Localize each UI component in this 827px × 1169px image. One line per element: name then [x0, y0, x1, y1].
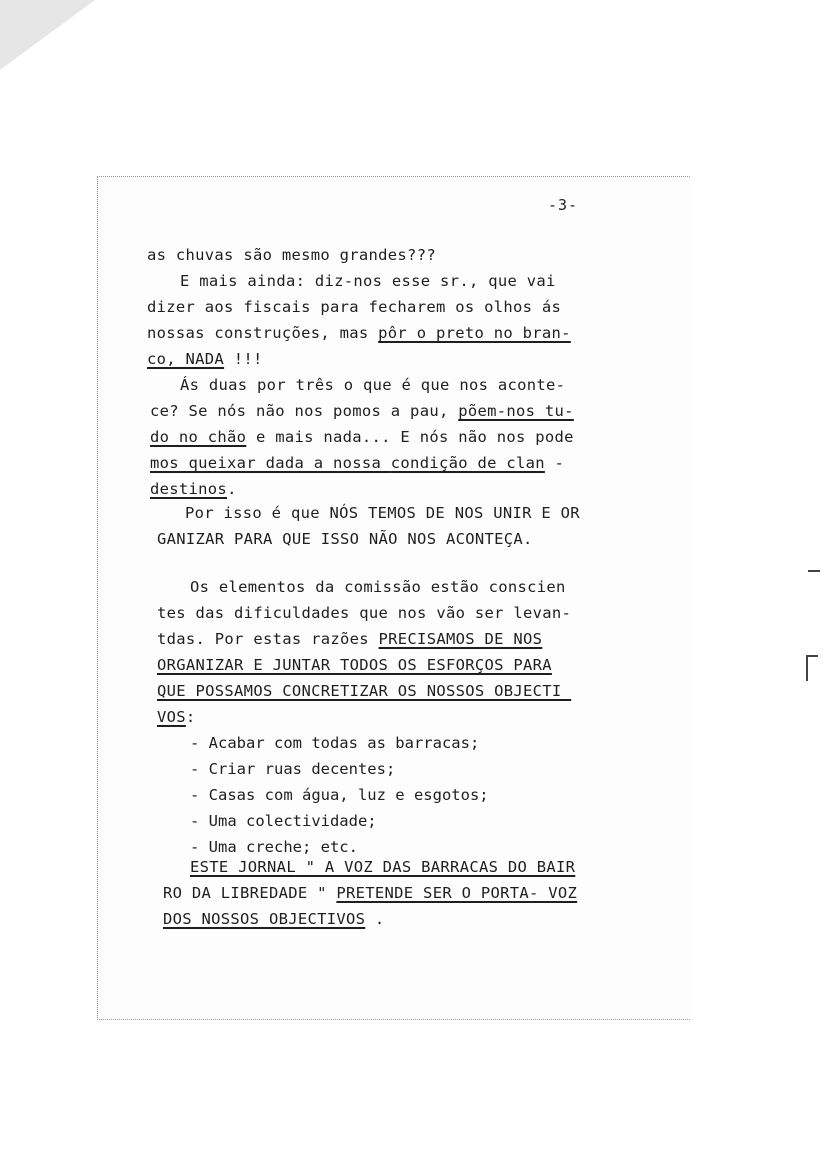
text-line-4 [147, 324, 571, 342]
closing-line-3 [163, 910, 385, 928]
margin-mark [808, 570, 820, 572]
underlined-phrase: do no chão [150, 428, 247, 446]
text-line-9 [150, 454, 564, 472]
underlined-phrase: " A VOZ DAS BARRACAS DO BAIR [295, 858, 576, 876]
underlined-phrase: condição de clan [390, 454, 545, 472]
text-span: ce? Se nós não nos pomos a pau, [150, 402, 459, 420]
text-line-7 [150, 402, 574, 420]
text-line-10 [150, 480, 237, 498]
text-line-8 [150, 428, 574, 446]
margin-mark [806, 655, 808, 681]
objective-item: - Criar ruas decentes; [190, 760, 396, 778]
text-span: . [365, 910, 385, 928]
objective-item: - Uma colectividade; [190, 812, 377, 830]
text-line-3: dizer aos fiscais para fecharem os olhos ás [147, 298, 562, 316]
closing-line-2 [163, 884, 577, 902]
underlined-phrase: DOS NOSSOS OBJECTIVOS [163, 910, 366, 928]
page-number: -3- [548, 196, 579, 214]
underlined-phrase: PRECISAMOS DE NOS [378, 630, 543, 648]
text-line-2: E mais ainda: diz-nos esse sr., que vai [180, 272, 556, 290]
text-line-6: Ás duas por três o que é que nos aconte- [180, 376, 566, 394]
margin-mark [806, 655, 818, 657]
objective-item: - Acabar com todas as barracas; [190, 734, 480, 752]
underlined-phrase: mos queixar dada a nossa [150, 454, 391, 472]
text-span: !!! [224, 350, 263, 368]
closing-line-1 [190, 858, 575, 876]
text-line-14: tes das dificuldades que nos vão ser levan- [157, 604, 572, 622]
text-line-1: as chuvas são mesmo grandes??? [147, 246, 436, 264]
underlined-phrase: PRETENDE SER O PORTA- VOZ [336, 884, 578, 902]
underlined-phrase: VOS [157, 708, 186, 726]
underlined-phrase: destinos [150, 480, 228, 498]
text-line-12: GANIZAR PARA QUE ISSO NÃO NOS ACONTEÇA. [157, 530, 533, 548]
text-span: : [185, 708, 196, 726]
underlined-phrase: pôr o preto no bran- [378, 324, 571, 342]
text-span: e mais nada... E nós não nos pode [246, 428, 574, 446]
underlined-phrase: põem-nos tu- [458, 402, 574, 420]
text-line-13: Os elementos da comissão estão conscien [190, 578, 566, 596]
text-line-5 [147, 350, 263, 368]
text-line-17: QUE POSSAMOS CONCRETIZAR OS NOSSOS OBJECTI_ [157, 682, 572, 700]
text-span: tdas. Por estas razões [157, 630, 379, 648]
text-line-16: ORGANIZAR E JUNTAR TODOS OS ESFORÇOS PARA [157, 656, 552, 674]
text-span: nossas construções, mas [147, 324, 379, 342]
text-line-18 [157, 708, 196, 726]
objective-item: - Uma creche; etc. [190, 838, 358, 856]
objective-item: - Casas com água, luz e esgotos; [190, 786, 489, 804]
underlined-phrase: co, NADA [147, 350, 225, 368]
text-span: . [227, 480, 237, 498]
text-line-11: Por isso é que NÓS TEMOS DE NOS UNIR E OR [185, 504, 580, 522]
underlined-phrase: ESTE JORNAL [190, 858, 296, 876]
text-span: RO DA LIBREDADE " [163, 884, 337, 902]
text-span: - [544, 454, 565, 472]
folded-corner-shadow [0, 0, 95, 70]
text-line-15 [157, 630, 542, 648]
